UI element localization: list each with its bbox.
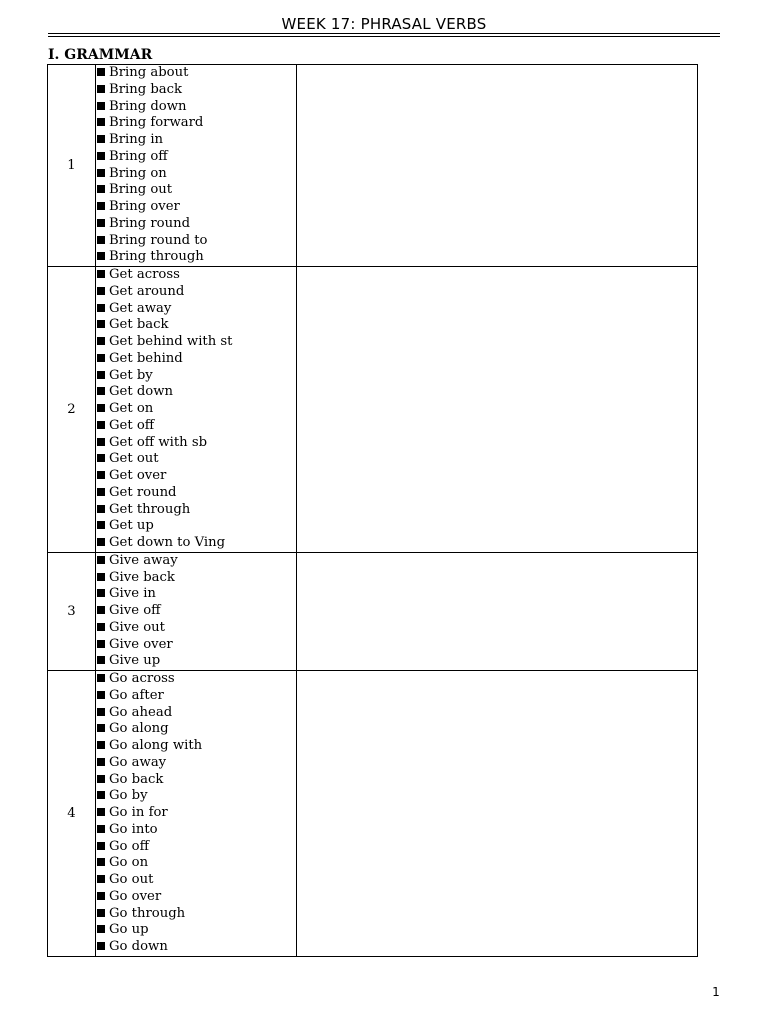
list-item: [96, 671, 296, 688]
verb-text: Get down to Ving: [109, 535, 226, 550]
list-item: [96, 401, 296, 418]
verb-text: Give back: [109, 569, 175, 585]
square-bullet-icon: [97, 573, 105, 581]
table-row: [48, 267, 698, 553]
square-bullet-icon: [97, 320, 105, 328]
square-bullet-icon: [97, 236, 105, 244]
list-item: [96, 182, 296, 199]
list-item: [96, 267, 296, 284]
list-item: [96, 132, 296, 149]
square-bullet-icon: [97, 505, 105, 513]
verb-text: Get behind: [109, 350, 183, 366]
square-bullet-icon: [97, 674, 105, 682]
table-row: [48, 552, 698, 670]
square-bullet-icon: [97, 287, 105, 295]
square-bullet-icon: [97, 606, 105, 614]
verb-list: [96, 552, 297, 670]
verb-text: Go across: [109, 671, 175, 686]
verb-text: Go out: [109, 872, 154, 887]
verb-text: Go back: [109, 771, 164, 787]
list-item: [96, 166, 296, 183]
verb-text: Bring out: [109, 182, 173, 198]
verb-text: Go after: [109, 687, 164, 703]
list-item: [96, 384, 296, 401]
square-bullet-icon: [97, 270, 105, 278]
verb-text: Bring down: [109, 98, 187, 114]
list-item: [96, 570, 296, 587]
verb-text: Get out: [109, 451, 159, 467]
list-item: [96, 755, 296, 772]
square-bullet-icon: [97, 135, 105, 143]
list-item: [96, 535, 296, 552]
square-bullet-icon: [97, 538, 105, 546]
verb-text: Bring off: [109, 148, 168, 164]
verb-text: Give over: [109, 636, 173, 652]
verb-text: Go through: [109, 905, 186, 921]
list-item: [96, 485, 296, 502]
list-item: [96, 653, 296, 670]
verb-text: Go off: [109, 838, 149, 854]
list-item: [96, 839, 296, 856]
verb-text: Get up: [109, 518, 154, 534]
list-item: [96, 518, 296, 535]
list-item: [96, 872, 296, 889]
row-number: 2: [48, 267, 96, 553]
square-bullet-icon: [97, 942, 105, 950]
square-bullet-icon: [97, 371, 105, 379]
verb-text: Go on: [109, 855, 149, 871]
square-bullet-icon: [97, 337, 105, 345]
list-item: [96, 939, 296, 956]
verb-text: Go away: [109, 754, 167, 770]
list-item: [96, 199, 296, 216]
list-item: [96, 418, 296, 435]
verb-text: Get away: [109, 300, 172, 316]
verb-text: Get behind with st: [109, 334, 233, 349]
list-item: [96, 216, 296, 233]
square-bullet-icon: [97, 152, 105, 160]
verb-text: Go down: [109, 939, 168, 954]
square-bullet-icon: [97, 640, 105, 648]
square-bullet-icon: [97, 354, 105, 362]
notes-cell: [297, 552, 698, 670]
list-item: [96, 249, 296, 266]
verb-text: Bring back: [109, 81, 183, 97]
verb-text: Get by: [109, 367, 153, 383]
verb-text: Give up: [109, 653, 161, 669]
list-item: [96, 855, 296, 872]
verb-list: [96, 65, 297, 267]
list-item: [96, 721, 296, 738]
verb-text: Go by: [109, 788, 148, 804]
list-item: [96, 82, 296, 99]
verb-text: Give in: [109, 586, 156, 602]
square-bullet-icon: [97, 808, 105, 816]
notes-cell: [297, 671, 698, 957]
list-item: [96, 99, 296, 116]
verb-text: Get off: [109, 417, 155, 433]
verb-text: Give away: [109, 552, 178, 568]
verb-text: Go up: [109, 922, 149, 938]
list-item: [96, 233, 296, 250]
verb-text: Give off: [109, 603, 161, 618]
square-bullet-icon: [97, 252, 105, 260]
list-item: [96, 637, 296, 654]
square-bullet-icon: [97, 471, 105, 479]
square-bullet-icon: [97, 775, 105, 783]
square-bullet-icon: [97, 521, 105, 529]
list-item: [96, 351, 296, 368]
verb-list: [96, 671, 297, 957]
verb-text: Bring over: [109, 199, 180, 214]
list-item: [96, 889, 296, 906]
verb-text: Get over: [109, 468, 167, 483]
square-bullet-icon: [97, 858, 105, 866]
square-bullet-icon: [97, 454, 105, 462]
list-item: [96, 368, 296, 385]
verb-text: Get round: [109, 484, 177, 500]
list-item: [96, 772, 296, 789]
verb-text: Bring through: [109, 249, 204, 265]
list-item: [96, 553, 296, 570]
square-bullet-icon: [97, 169, 105, 177]
notes-cell: [297, 267, 698, 553]
verb-text: Go in for: [109, 805, 168, 820]
square-bullet-icon: [97, 438, 105, 446]
verb-text: Go over: [109, 888, 162, 904]
list-item: [96, 822, 296, 839]
list-item: [96, 788, 296, 805]
list-item: [96, 805, 296, 822]
square-bullet-icon: [97, 708, 105, 716]
square-bullet-icon: [97, 387, 105, 395]
square-bullet-icon: [97, 909, 105, 917]
square-bullet-icon: [97, 623, 105, 631]
list-item: [96, 688, 296, 705]
square-bullet-icon: [97, 304, 105, 312]
table-body: [48, 65, 698, 957]
square-bullet-icon: [97, 202, 105, 210]
square-bullet-icon: [97, 488, 105, 496]
page-number: 1: [712, 985, 720, 999]
list-item: [96, 586, 296, 603]
square-bullet-icon: [97, 219, 105, 227]
notes-cell: [297, 65, 698, 267]
verb-text: Bring about: [109, 65, 189, 80]
list-item: [96, 65, 296, 82]
phrasal-verbs-table: [47, 64, 698, 957]
list-item: [96, 705, 296, 722]
square-bullet-icon: [97, 68, 105, 76]
list-item: [96, 301, 296, 318]
square-bullet-icon: [97, 556, 105, 564]
page-title: WEEK 17: PHRASAL VERBS: [281, 15, 487, 33]
list-item: [96, 317, 296, 334]
square-bullet-icon: [97, 724, 105, 732]
table-row: [48, 65, 698, 267]
verb-text: Bring in: [109, 132, 164, 147]
header-rule-top: [48, 33, 720, 34]
square-bullet-icon: [97, 691, 105, 699]
square-bullet-icon: [97, 842, 105, 850]
verb-text: Get off with sb: [109, 434, 208, 450]
list-item: [96, 115, 296, 132]
verb-text: Bring round to: [109, 232, 208, 248]
square-bullet-icon: [97, 656, 105, 664]
verb-text: Get on: [109, 401, 154, 416]
verb-text: Go along: [109, 721, 169, 737]
verb-text: Give out: [109, 619, 165, 635]
square-bullet-icon: [97, 102, 105, 110]
verb-text: Bring on: [109, 165, 167, 181]
list-item: [96, 620, 296, 637]
header-rule-bottom: [48, 36, 720, 37]
row-number: 1: [48, 65, 96, 267]
verb-text: Go into: [109, 821, 158, 837]
square-bullet-icon: [97, 892, 105, 900]
square-bullet-icon: [97, 589, 105, 597]
square-bullet-icon: [97, 741, 105, 749]
verb-text: Get through: [109, 501, 191, 517]
square-bullet-icon: [97, 758, 105, 766]
verb-text: Go ahead: [109, 704, 173, 720]
square-bullet-icon: [97, 421, 105, 429]
square-bullet-icon: [97, 925, 105, 933]
verb-text: Bring round: [109, 215, 191, 231]
square-bullet-icon: [97, 85, 105, 93]
list-item: [96, 502, 296, 519]
square-bullet-icon: [97, 825, 105, 833]
verb-list: [96, 267, 297, 553]
list-item: [96, 468, 296, 485]
list-item: [96, 435, 296, 452]
verb-text: Get around: [109, 283, 185, 299]
list-item: [96, 149, 296, 166]
list-item: [96, 738, 296, 755]
square-bullet-icon: [97, 404, 105, 412]
square-bullet-icon: [97, 118, 105, 126]
section-heading: I. GRAMMAR: [48, 47, 153, 63]
square-bullet-icon: [97, 875, 105, 883]
table-row: [48, 671, 698, 957]
list-item: [96, 334, 296, 351]
list-item: [96, 906, 296, 923]
row-number: 4: [48, 671, 96, 957]
verb-text: Go along with: [109, 738, 203, 753]
list-item: [96, 451, 296, 468]
verb-text: Get back: [109, 317, 169, 333]
list-item: [96, 603, 296, 620]
verb-text: Get down: [109, 384, 173, 400]
list-item: [96, 284, 296, 301]
verb-text: Bring forward: [109, 115, 204, 131]
verb-text: Get across: [109, 267, 180, 282]
square-bullet-icon: [97, 185, 105, 193]
row-number: 3: [48, 552, 96, 670]
square-bullet-icon: [97, 791, 105, 799]
list-item: [96, 922, 296, 939]
